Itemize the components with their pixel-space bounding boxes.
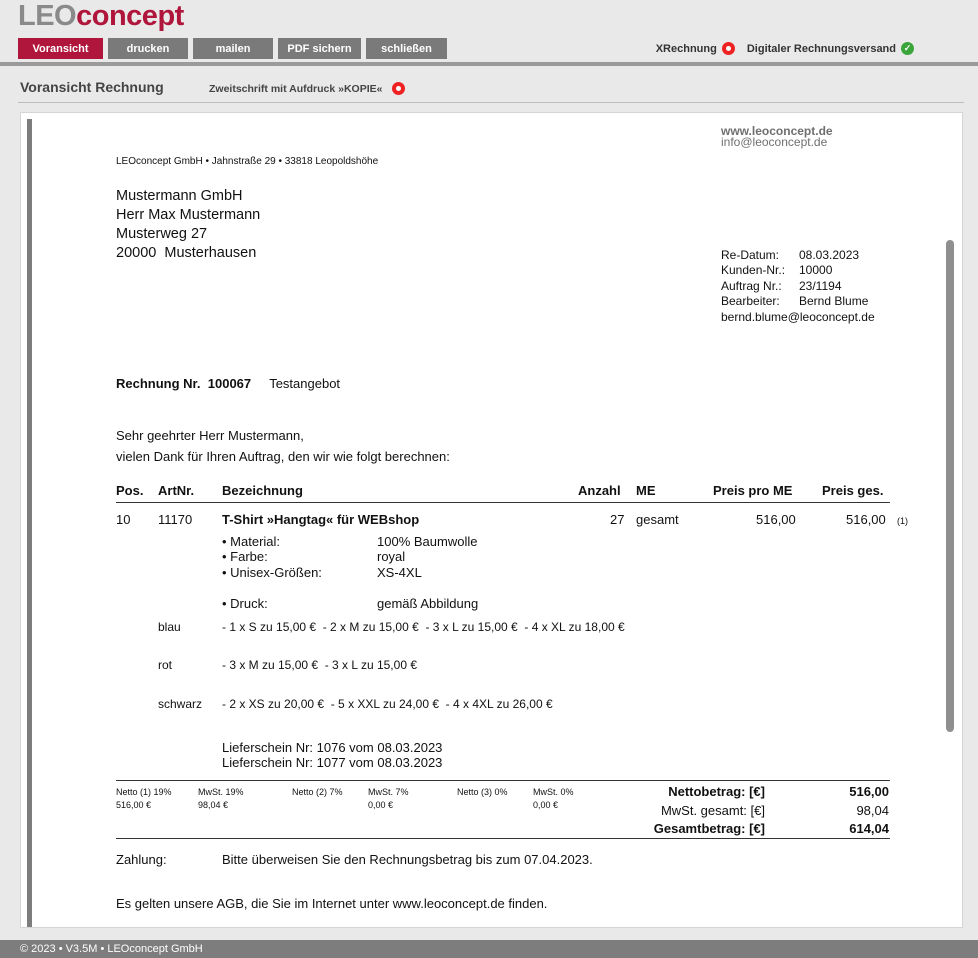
- payment-label: Zahlung:: [116, 852, 167, 867]
- intro-text: vielen Dank für Ihren Auftrag, den wir wie folgt berechnen:: [116, 449, 450, 464]
- attr-key: • Druck:: [222, 596, 268, 611]
- invoice-number: 100067: [207, 376, 252, 391]
- meta-email: bernd.blume@leoconcept.de: [721, 310, 875, 324]
- sender-line: LEOconcept GmbH • Jahnstraße 29 • 33818 Leopoldshöhe: [116, 156, 379, 167]
- greeting: Sehr geehrter Herr Mustermann,: [116, 428, 304, 443]
- close-button[interactable]: schließen: [366, 38, 447, 59]
- variant-color: schwarz: [158, 697, 203, 711]
- meta-customer: [721, 263, 832, 277]
- variant-color: blau: [158, 620, 181, 634]
- item-unit: gesamt: [636, 512, 679, 527]
- document-preview[interactable]: [20, 112, 963, 928]
- tax-label: Netto (3) 0%: [457, 787, 508, 797]
- meta-value: 10000: [799, 263, 833, 277]
- total-net-label: Nettobetrag: [€]: [668, 784, 765, 799]
- tax-label: MwSt. 0%: [533, 787, 574, 797]
- invoice-heading: [116, 376, 340, 391]
- attr-key: • Farbe:: [222, 549, 268, 564]
- check-icon: ✓: [901, 42, 914, 55]
- total-vat-value: 98,04: [856, 803, 889, 818]
- col-art: ArtNr.: [158, 483, 195, 498]
- attr-value: royal: [377, 549, 406, 564]
- item-qty: 27: [610, 512, 625, 527]
- meta-agent: [721, 294, 868, 308]
- xrechnung-toggle[interactable]: [656, 42, 735, 55]
- variant-detail: - 3 x M zu 15,00 € - 3 x L zu 15,00 €: [222, 658, 417, 672]
- mail-button[interactable]: mailen: [193, 38, 273, 59]
- col-unit: ME: [636, 483, 656, 498]
- subheader-rule: [18, 102, 964, 103]
- attr-value: gemäß Abbildung: [377, 596, 479, 611]
- preview-button[interactable]: Voransicht: [18, 38, 103, 59]
- item-price: 516,00: [756, 512, 796, 527]
- item-pos: 10: [116, 512, 131, 527]
- save-pdf-button[interactable]: PDF sichern: [278, 38, 361, 59]
- invoice-subject: Testangebot: [269, 376, 341, 391]
- recipient-company: Mustermann GmbH: [116, 188, 243, 204]
- subheader: [0, 66, 978, 104]
- tax-label: Netto (1) 19%: [116, 787, 172, 797]
- meta-value: Bernd Blume: [799, 294, 869, 308]
- payment-rule: [116, 838, 890, 839]
- invoice-label: Rechnung Nr.: [116, 376, 201, 391]
- attr-value: XS-4XL: [377, 565, 422, 580]
- tax-label: MwSt. 7%: [368, 787, 409, 797]
- xrechnung-off-icon: [722, 42, 735, 55]
- copy-print-toggle[interactable]: [209, 82, 405, 95]
- attr-key: • Unisex-Größen:: [222, 565, 322, 580]
- attr-value: 100% Baumwolle: [377, 534, 478, 549]
- digital-dispatch-toggle[interactable]: [747, 42, 914, 55]
- total-net-value: 516,00: [849, 784, 889, 799]
- recipient-person: Herr Max Mustermann: [116, 207, 261, 223]
- col-qty: Anzahl: [578, 483, 621, 498]
- copy-off-icon: [392, 82, 405, 95]
- total-vat-label: MwSt. gesamt: [€]: [660, 803, 765, 818]
- variant-color: rot: [158, 658, 173, 672]
- meta-label: Bearbeiter:: [721, 294, 780, 308]
- item-total: 516,00: [846, 512, 886, 527]
- brand-logo: [18, 0, 184, 33]
- meta-date: [721, 248, 859, 262]
- col-pos: Pos.: [116, 483, 144, 498]
- toolbar: [18, 38, 447, 59]
- page-title: Voransicht Rechnung: [20, 79, 164, 95]
- variant-detail: - 2 x XS zu 20,00 € - 5 x XXL zu 24,00 € - 4 x 4XL zu 26,00 €: [222, 697, 553, 711]
- col-desc: Bezeichnung: [222, 483, 303, 498]
- item-tax-note: (1): [897, 516, 908, 526]
- meta-value: 23/1194: [799, 279, 842, 293]
- agb-text: Es gelten unsere AGB, die Sie im Internet unter www.leoconcept.de finden.: [116, 896, 548, 911]
- tax-value: 98,04 €: [198, 800, 229, 810]
- meta-value: 08.03.2023: [799, 248, 860, 262]
- print-button[interactable]: drucken: [108, 38, 188, 59]
- xrechnung-label: XRechnung: [655, 42, 717, 55]
- company-web: www.leoconcept.de: [721, 124, 833, 138]
- tax-label: Netto (2) 7%: [292, 787, 343, 797]
- col-price: Preis pro ME: [713, 483, 793, 498]
- company-email: info@leoconcept.de: [721, 135, 828, 149]
- top-right-actions: [656, 42, 914, 55]
- app-footer: © 2023 • V3.5M • LEOconcept GmbH: [0, 940, 978, 958]
- total-gross-label: Gesamtbetrag: [€]: [653, 821, 765, 836]
- tax-label: MwSt. 19%: [198, 787, 244, 797]
- totals-rule: [116, 780, 890, 781]
- header-rule: [116, 502, 890, 503]
- tax-value: 0,00 €: [368, 800, 394, 810]
- attr-key: • Material:: [222, 534, 281, 549]
- meta-order: [721, 279, 842, 293]
- variant-detail: - 1 x S zu 15,00 € - 2 x M zu 15,00 € - 3 x L zu 15,00 € - 4 x XL zu 18,00 €: [222, 620, 625, 634]
- meta-label: Auftrag Nr.:: [721, 279, 782, 293]
- meta-label: Kunden-Nr.:: [721, 263, 786, 277]
- item-desc: T-Shirt »Hangtag« für WEBshop: [222, 512, 420, 527]
- scrollbar-thumb[interactable]: [946, 240, 954, 732]
- recipient-street: Musterweg 27: [116, 226, 208, 242]
- invoice-document: [21, 113, 963, 928]
- total-gross-value: 614,04: [849, 821, 889, 836]
- delivery-note: Lieferschein Nr: 1077 vom 08.03.2023: [222, 755, 443, 770]
- payment-text: Bitte überweisen Sie den Rechnungsbetrag bis zum 07.04.2023.: [222, 852, 593, 867]
- delivery-note: Lieferschein Nr: 1076 vom 08.03.2023: [222, 740, 443, 755]
- brand-part-1: LEO: [18, 0, 77, 32]
- tax-value: 516,00 €: [116, 800, 152, 810]
- recipient-city: 20000 Musterhausen: [116, 245, 257, 261]
- brand-part-2: concept: [76, 0, 184, 32]
- item-art: 11170: [158, 512, 193, 527]
- meta-label: Re-Datum:: [721, 248, 780, 262]
- col-total: Preis ges.: [822, 483, 884, 498]
- tax-value: 0,00 €: [533, 800, 559, 810]
- copy-print-label: Zweitschrift mit Aufdruck »KOPIE«: [209, 82, 383, 95]
- digital-dispatch-label: Digitaler Rechnungsversand: [746, 42, 896, 55]
- app-header: [0, 0, 978, 66]
